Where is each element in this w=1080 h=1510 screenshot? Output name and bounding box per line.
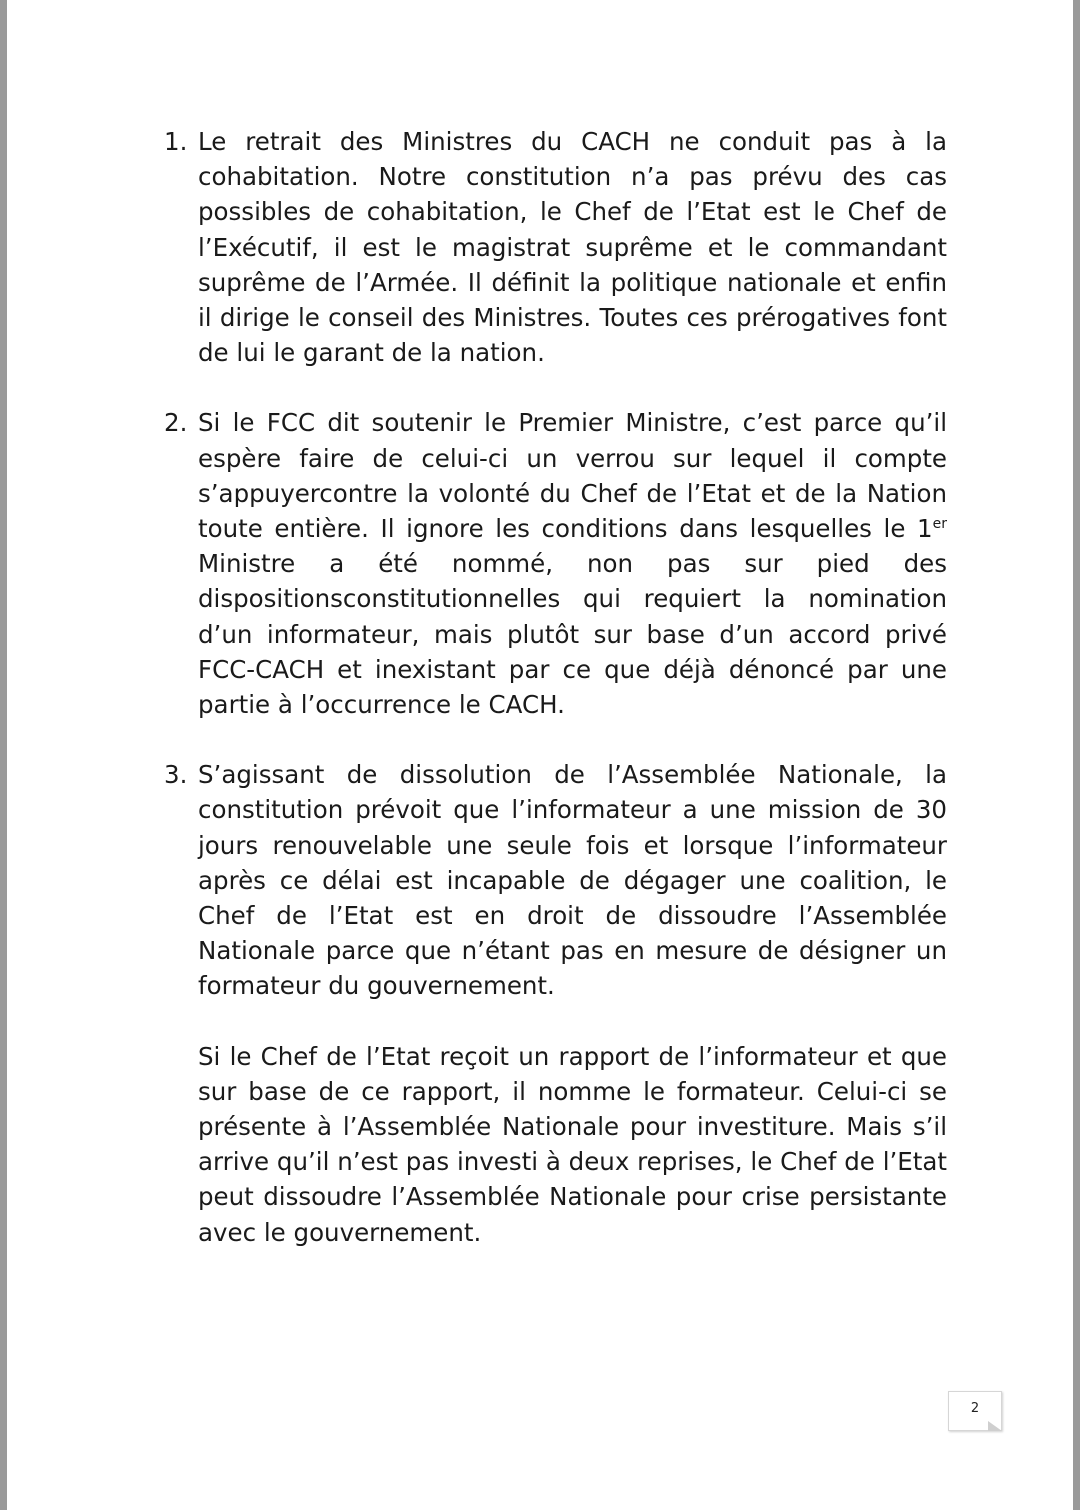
list-item [164,124,947,370]
list-item-text [198,405,947,722]
list-item-text-part: Ministre a été nommé, non pas sur pied des dispositionsconstitutionnelles qui requiert la nomination d’un informateur, mais plutôt sur base d’un accord privé FCC-CACH et inexistant par ce que déjà dénoncé par une partie à l’occurrence le CACH. [198,549,947,720]
list-item-number: 3. [164,760,188,790]
list-item-number: 2. [164,408,188,438]
document-page [7,0,1073,1510]
list-item-text: Le retrait des Ministres du CACH ne conduit pas à la cohabitation. Notre constitution n’a pas prévu des cas possibles de cohabitation, le Chef de l’Etat est le Chef de l’Exécutif, il est le magistrat suprême et le commandant suprême de l’Armée. Il définit la politique nationale et enfin il dirige le conseil des Ministres. Toutes ces prérogatives font de lui le garant de la nation. [198,127,947,368]
list-item-text: S’agissant de dissolution de l’Assemblée Nationale, la constitution prévoit que l’informateur a une mission de 30 jours renouvelable une seule fois et lorsque l’informateur après ce délai est incapable de dégager une coalition, le Chef de l’Etat est en droit de dissoudre l’Assemblée Nationale parce que n’étant pas en mesure de désigner un formateur du gouvernement. [198,760,947,1001]
document-body [7,124,1073,1250]
list-item [164,757,947,1003]
continuation-paragraph: Si le Chef de l’Etat reçoit un rapport de l’informateur et que sur base de ce rapport, il nomme le formateur. Celui-ci se présente à l’Assemblée Nationale pour investiture. Mais s’il arrive qu’il n’est pas investi à deux reprises, le Chef de l’Etat peut dissoudre l’Assemblée Nationale pour crise persistante avec le gouvernement. [198,1041,947,1247]
list-item-number: 1. [164,127,188,156]
page-number: 2 [970,1401,980,1416]
list-item-text-part: Si le FCC dit soutenir le Premier Ministre, c’est parce qu’il espère faire de celui-ci un verrou sur lequel il compte s’appuyercontre la volonté du Chef de l’Etat et de la Nation toute entière. Il ignore les conditions dans lesquelles le 1 [198,408,947,544]
page-number-box [948,1391,1002,1431]
continuation-paragraph-block [198,1039,947,1250]
page-curl-icon [988,1421,1002,1431]
list-item [164,405,947,722]
superscript: er [932,515,947,532]
